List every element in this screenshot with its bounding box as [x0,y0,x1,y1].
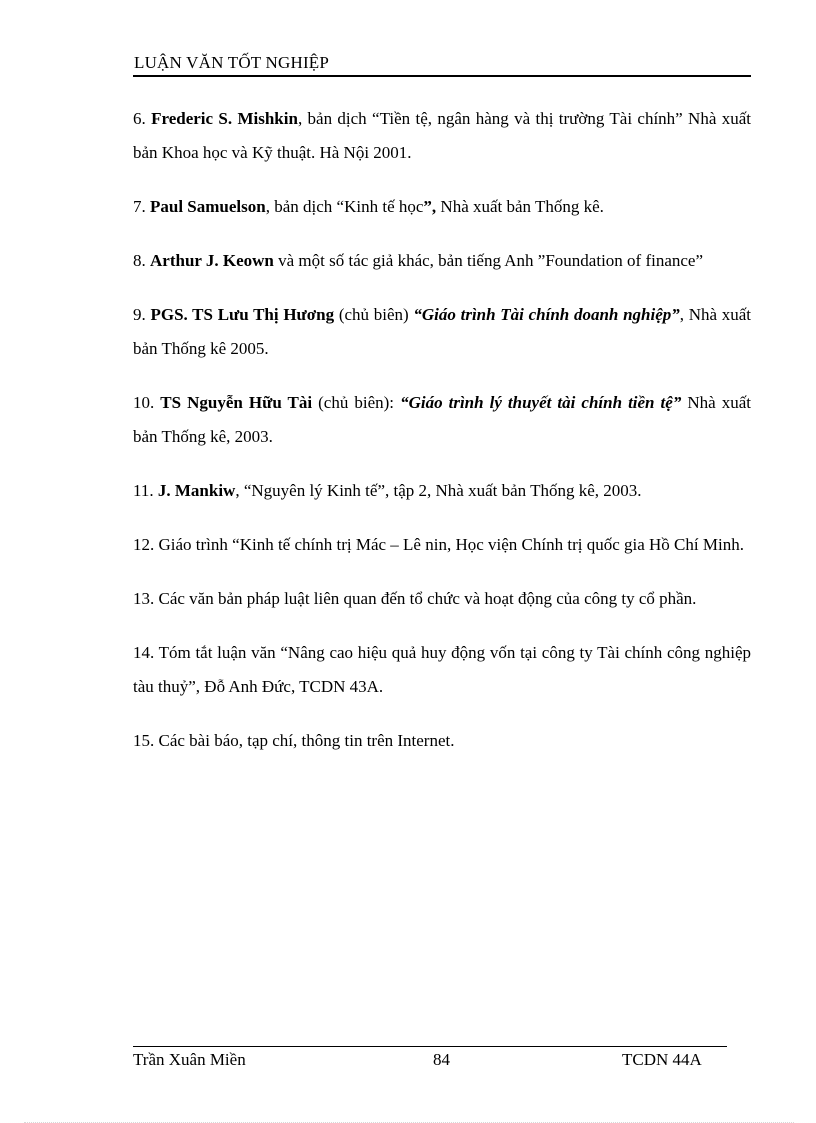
reference-text-segment: 12. Giáo trình “Kinh tế chính trị Mác – Lê nin, Học viện Chính trị quốc gia Hồ Chí Minh. [133,535,744,554]
reference-text-segment: 13. Các văn bản pháp luật liên quan đến tổ chức và hoạt động của công ty cổ phần. [133,589,697,608]
reference-list [133,102,751,778]
reference-text-segment: J. Mankiw [157,481,236,500]
footer-author: Trần Xuân Miền [133,1050,246,1069]
reference-text-segment: Nhà xuất bản Thống kê, 2003. [133,393,751,446]
reference-text-segment: Arthur J. Keown [150,251,274,270]
reference-text-segment: 14. Tóm tắt luận văn “Nâng cao hiệu quả huy động vốn tại công ty Tài chính công nghiệp tàu thuỷ”, Đỗ Anh Đức, TCDN 43A. [133,643,751,696]
reference-text-segment: “Giáo trình Tài chính doanh nghiệp” [413,305,680,324]
reference-text-segment: 10. [133,393,161,412]
reference-text-segment: 8. [133,251,150,270]
reference-text-segment: , bản dịch “Tiền tệ, ngân hàng và thị trường Tài chính” Nhà xuất bản Khoa học và Kỹ thuật. Hà Nội 2001. [133,109,751,162]
reference-item-10 [133,386,751,454]
running-header-title: LUẬN VĂN TỐT NGHIỆP [134,53,330,72]
reference-text-segment: 15. Các bài báo, tạp chí, thông tin trên Internet. [133,731,455,750]
reference-text-segment: Nhà xuất bản Thống kê. [436,197,604,216]
reference-text-segment: Paul Samuelson [150,197,266,216]
reference-item-12 [133,528,751,562]
reference-item-15 [133,724,751,758]
reference-item-13 [133,582,751,616]
reference-text-segment: , Nhà xuất bản Thống kê 2005. [133,305,752,358]
reference-item-14 [133,636,751,704]
reference-text-segment: (chủ biên): [312,393,401,412]
reference-text-segment: PGS. TS Lưu Thị Hương [150,305,335,324]
reference-text-segment: Frederic S. Mishkin [151,109,298,128]
reference-text-segment: 7. [133,197,150,216]
reference-text-segment: , bản dịch “Kinh tế học [265,197,424,216]
reference-text-segment: TS Nguyễn Hữu Tài [160,393,313,412]
reference-item-8 [133,244,751,278]
footer-class-code: TCDN 44A [622,1050,702,1069]
reference-item-6 [133,102,751,170]
reference-text-segment: 6. [133,109,152,128]
reference-item-7 [133,190,751,224]
reference-item-9 [133,298,751,366]
reference-text-segment: (chủ biên) [334,305,414,324]
reference-text-segment: , “Nguyên lý Kinh tế”, tập 2, Nhà xuất bản Thống kê, 2003. [235,481,642,500]
page-number: 84 [433,1050,450,1069]
reference-text-segment: 11. [133,481,158,500]
reference-text-segment: ”, [423,197,437,216]
reference-text-segment: 9. [133,305,151,324]
reference-item-11 [133,474,751,508]
footer-divider [133,1046,727,1047]
reference-text-segment: “Giáo trình lý thuyết tài chính tiền tệ” [400,393,682,412]
reference-text-segment: và một số tác giả khác, bản tiếng Anh ”Foundation of finance” [273,251,704,270]
header-divider [133,75,751,77]
